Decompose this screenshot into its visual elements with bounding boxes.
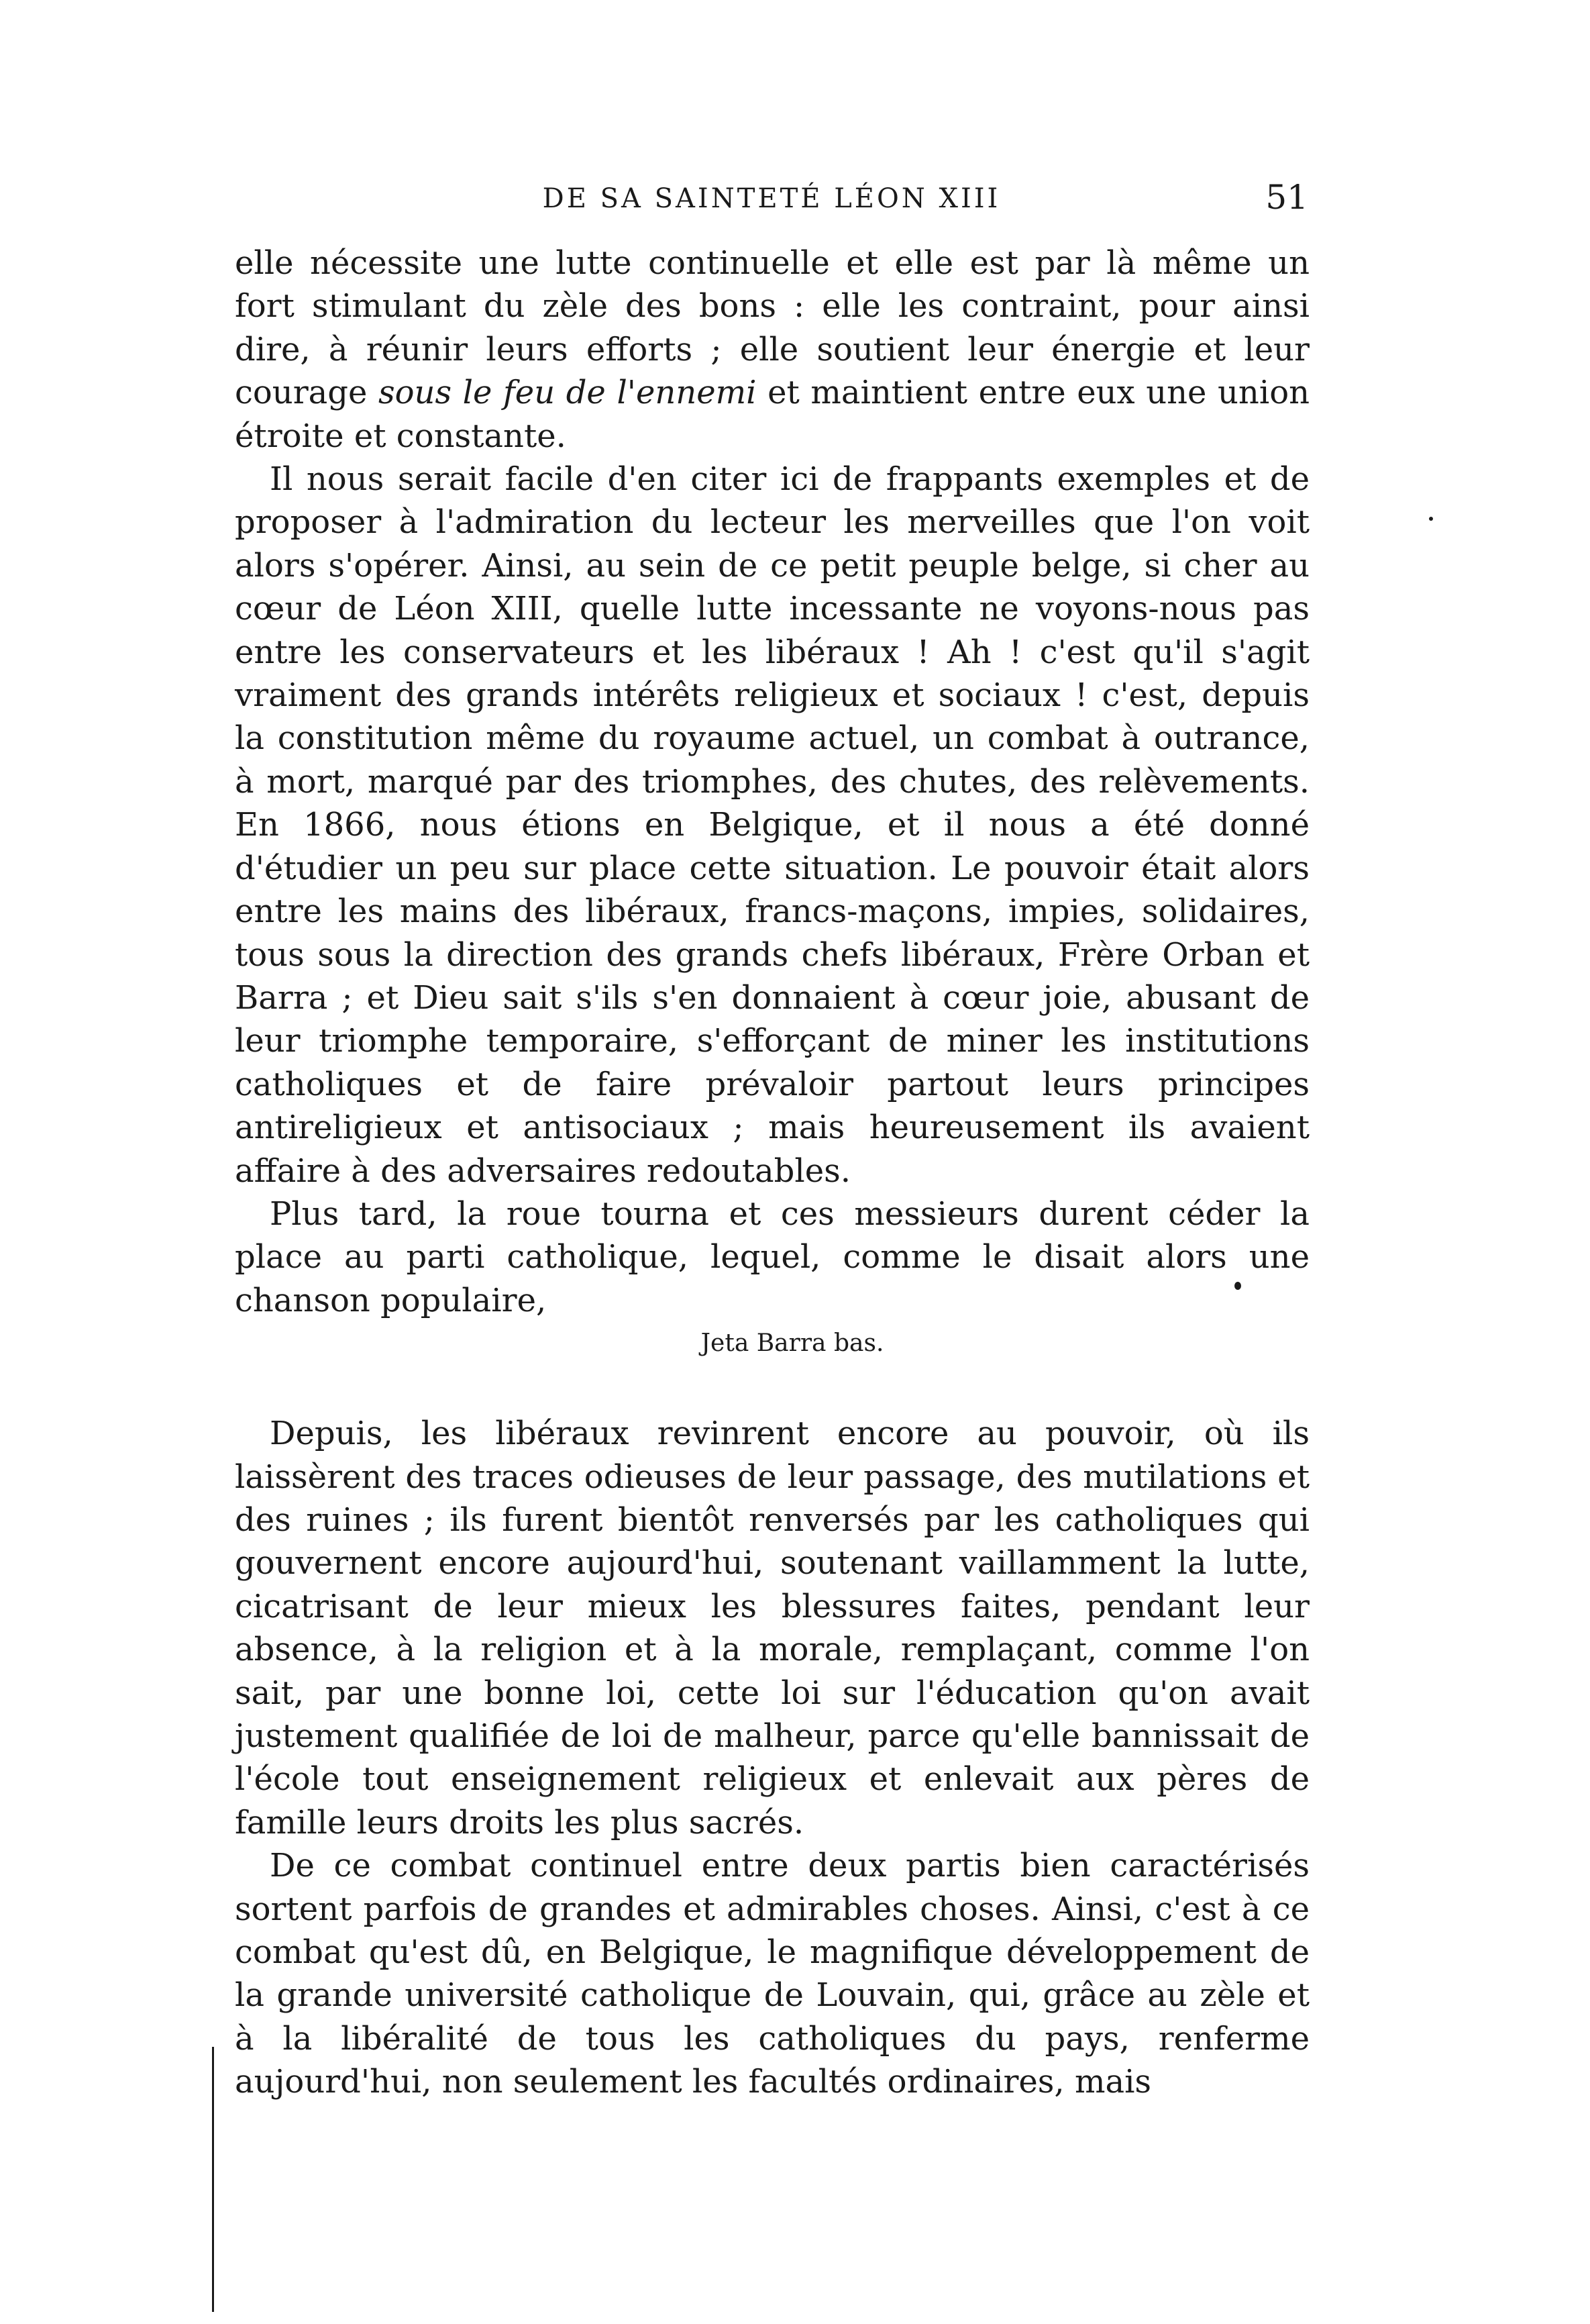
paragraph-1-text: elle nécessite une lutte continuelle et elle est par là même un fort stimulant du zèle des bons : elle les contraint, pour ainsi dire, à réunir leurs efforts ; elle soutient leur énergie et leur courage: [235, 244, 1310, 412]
page-number: 51: [1265, 178, 1308, 217]
running-head: DE SA SAINTETÉ LÉON XIII: [542, 183, 1001, 214]
verse-line: Jeta Barra bas.: [700, 1329, 884, 1358]
italic-phrase: sous le feu de l'ennemi: [378, 374, 757, 412]
scan-speck: [1234, 1282, 1241, 1290]
paragraph-3: Plus tard, la roue tourna et ces messieurs durent céder la place au parti catholique, lequel, comme le disait alors une chanson populaire,: [235, 1195, 1310, 1319]
paragraph-1: [235, 242, 1310, 458]
scan-speck: [1429, 517, 1433, 521]
paragraph-4: Depuis, les libéraux revinrent encore au pouvoir, où ils laissèrent des traces odieuses de leur passage, des mutilations et des ruines ; ils furent bientôt renversés par les catholiques qui gouvernent encore aujourd'hui, soutenant vaillamment la lutte, cicatrisant de leur mieux les blessures faites, pendant leur absence, à la religion et à la morale, remplaçant, comme l'on sait, par une bonne loi, cette loi sur l'éducation qu'on avait justement qualifiée de loi de malheur, parce qu'elle bannissait de l'école tout enseignement religieux et enlevait aux pères de famille leurs droits les plus sacrés.: [235, 1415, 1310, 1841]
scan-margin-line: [212, 2047, 214, 2312]
body-text: [235, 242, 1310, 2104]
paragraph-1-end: et maintient entre eux une union étroite et constante.: [235, 374, 1310, 455]
page-header: [235, 178, 1308, 225]
paragraph-2: Il nous serait facile d'en citer ici de frappants exemples et de proposer à l'admiration du lecteur les merveilles que l'on voit alors s'opérer. Ainsi, au sein de ce petit peuple belge, si cher au cœur de Léon XIII, quelle lutte incessante ne voyons-nous pas entre les conservateurs et les libéraux ! Ah ! c'est qu'il s'agit vraiment des grands intérêts religieux et sociaux ! c'est, depuis la constitution même du royaume actuel, un combat à outrance, à mort, marqué par des triomphes, des chutes, des relèvements. En 1866, nous étions en Belgique, et il nous a été donné d'étudier un peu sur place cette situation. Le pouvoir était alors entre les mains des libéraux, francs-maçons, impies, solidaires, tous sous la direction des grands chefs libéraux, Frère Orban et Barra ; et Dieu sait s'ils s'en donnaient à cœur joie, abusant de leur triomphe temporaire, s'efforçant de miner les institutions catholiques et de faire prévaloir partout leurs principes antireligieux et antisociaux ; mais heureusement ils avaient affaire à des adversaires redoutables.: [235, 460, 1310, 1190]
paragraph-5: De ce combat continuel entre deux partis bien caractérisés sortent parfois de grandes et admirables choses. Ainsi, c'est à ce combat qu'est dû, en Belgique, le magnifique développement de la grande université catholique de Louvain, qui, grâce au zèle et à la libéralité de tous les catholiques du pays, renferme aujourd'hui, non seulement les facultés ordinaires, mais: [235, 1847, 1310, 2101]
